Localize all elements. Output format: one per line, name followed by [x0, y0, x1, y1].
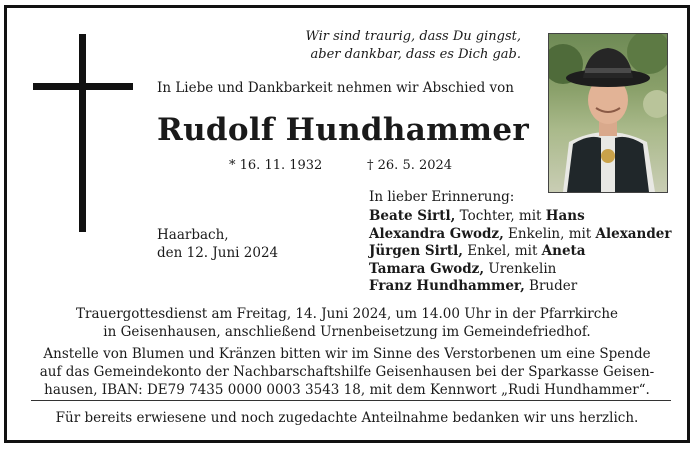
relative-entry: Alexandra Gwodz, Enkelin, mit Alexander: [369, 225, 672, 242]
divider: [31, 400, 671, 401]
donation-info: [7, 345, 687, 399]
thanks-text: Für bereits erwiesene und noch zugedachte Anteilnahme bedanken wir uns herzlich.: [55, 410, 639, 426]
portrait-icon: [549, 34, 667, 192]
poem: [259, 28, 521, 64]
portrait-photo: [548, 33, 668, 193]
donation-line: hausen, IBAN: DE79 7435 0000 0003 3543 18, mit dem Kennwort „Rudi Hundhammer“.: [44, 382, 650, 398]
relative-entry: Jürgen Sirtl, Enkel, mit Aneta: [369, 243, 586, 259]
intro-text: In Liebe und Dankbarkeit nehmen wir Abschied von: [157, 80, 514, 96]
place: Haarbach,: [157, 227, 229, 243]
relative-entry: Beate Sirtl, Tochter, mit Hans: [369, 208, 585, 224]
poem-line: aber dankbar, dass es Dich gab.: [310, 47, 521, 62]
donation-line: auf das Gemeindekonto der Nachbarschaftshilfe Geisenhausen bei der Sparkasse Geisen-: [39, 364, 655, 380]
relatives-list: [369, 208, 671, 296]
service-line: Trauergottesdienst am Freitag, 14. Juni 2024, um 14.00 Uhr in der Pfarrkirche: [76, 306, 618, 322]
service-line: in Geisenhausen, anschließend Urnenbeisetzung im Gemeindefriedhof.: [103, 324, 591, 340]
relative-entry: Franz Hundhammer, Bruder: [369, 278, 578, 294]
relative-entry: Tamara Gwodz, Urenkelin: [369, 260, 557, 277]
date: den 12. Juni 2024: [157, 245, 279, 261]
donation-line: Anstelle von Blumen und Kränzen bitten wir im Sinne des Verstorbenen um eine Spende: [43, 346, 651, 362]
death-date: † 26. 5. 2024: [367, 158, 453, 173]
obituary-notice: [4, 5, 690, 443]
deceased-name: Rudolf Hundhammer: [157, 112, 529, 148]
memory-heading: In lieber Erinnerung:: [369, 189, 515, 205]
service-info: [7, 305, 687, 341]
birth-date: * 16. 11. 1932: [229, 158, 323, 173]
place-date: [157, 226, 278, 262]
poem-line: Wir sind traurig, dass Du gingst,: [305, 29, 521, 44]
